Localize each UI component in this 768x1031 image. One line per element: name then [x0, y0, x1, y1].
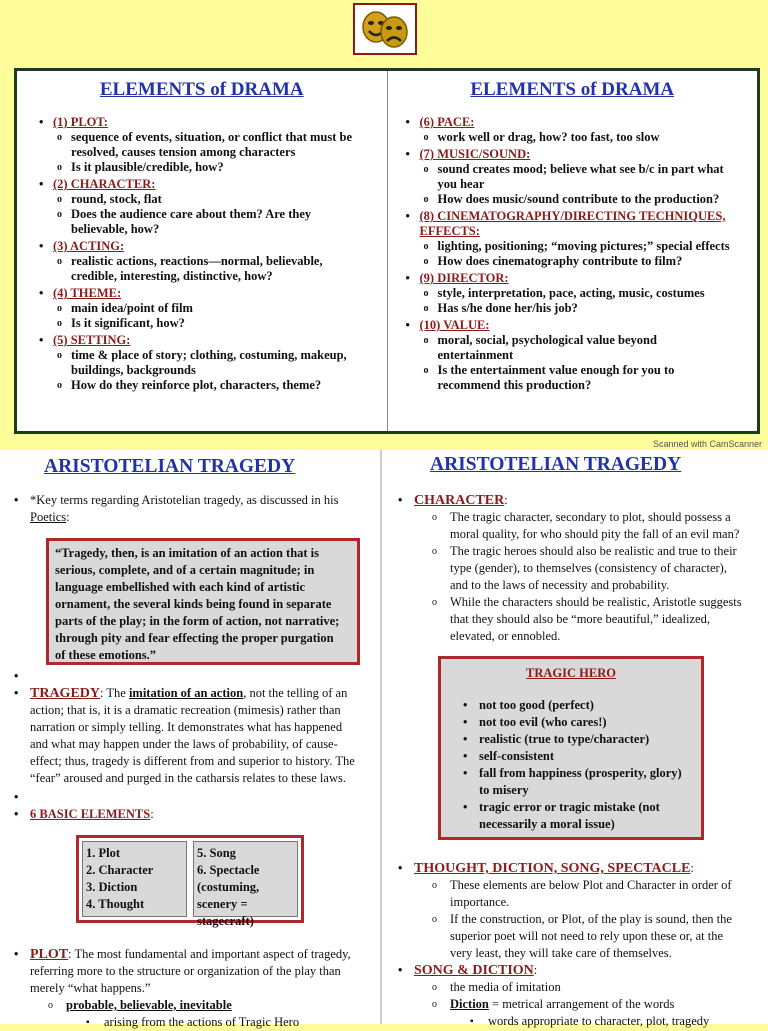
tragic-hero-box — [438, 656, 704, 840]
list-subitem-continued: entertainment — [437, 348, 514, 362]
character-section: • CHARACTER: o The tragic character, secondary to plot, should possess a moral quality, for who should pity the fall of an evil man? o The tragic heroes should also be realistic and true to their type (gender), to themselves (consistency of character), and to the laws of necessity and probability. o While the characters should be realistic, Aristotle suggests that they should also be “more beautiful,” idealized, elevated, or ennobled. — [398, 493, 742, 643]
list-subitem: o round, stock, flat — [39, 192, 379, 207]
bullet: • — [14, 947, 19, 961]
list-subitem: o lighting, positioning; “moving pictures;” special effects — [406, 239, 751, 254]
bullet: • — [14, 669, 19, 683]
six-elements-table — [76, 835, 304, 928]
list-subitem-continued: recommend this production? — [437, 378, 592, 392]
bullet: • — [14, 807, 19, 821]
list-item: • (9) DIRECTOR: — [406, 271, 751, 286]
right-bullet-list — [406, 115, 751, 393]
bullet: • — [398, 963, 403, 977]
sub-bullet: o — [432, 880, 437, 891]
sub-bullet: o — [432, 999, 437, 1010]
right-slide-title: ELEMENTS of DRAMA — [470, 79, 675, 100]
list-subitem: o How does music/sound contribute to the production? — [406, 192, 751, 207]
bullet: • — [14, 790, 19, 804]
right-section-title: ARISTOTELIAN TRAGEDY — [430, 454, 682, 475]
list-subitem: o Is the entertainment value enough for you to — [406, 363, 751, 378]
scanner-watermark: Scanned with CamScanner — [652, 439, 762, 449]
sub-sub-bullet: ▪ — [470, 1016, 474, 1027]
left-slide-title: ELEMENTS of DRAMA — [99, 79, 304, 100]
list-subitem: o moral, social, psychological value beyond — [406, 333, 751, 348]
intro-paragraph: • *Key terms regarding Aristotelian tragedy, as discussed in his Poetics: — [14, 493, 339, 524]
drama-masks-logo — [353, 3, 417, 55]
list-subitem: o Is it plausible/credible, how? — [39, 160, 379, 175]
list-subitem: o Does the audience care about them? Are they — [39, 207, 379, 222]
list-item: • (5) SETTING: — [39, 333, 379, 348]
list-subitem: o time & place of story; clothing, costuming, makeup, — [39, 348, 379, 363]
bullet: • — [398, 493, 403, 507]
tragic-hero-list: • not too good (perfect) • not too evil (who cares!) • realistic (true to type/character) • self-consistent • fall from happiness (prosperity, glory) to misery • tragic error or tragic mistake (not necessarily a moral issue) — [463, 698, 682, 831]
list-subitem: o work well or drag, how? too fast, too slow — [406, 130, 751, 145]
list-subitem-continued: buildings, backgrounds — [71, 363, 196, 377]
list-subitem: o sound creates mood; believe what see b/c in part what — [406, 162, 751, 177]
bullet: • — [14, 493, 19, 507]
list-subitem: o How does cinematography contribute to film? — [406, 254, 751, 269]
list-item: • (2) CHARACTER: — [39, 177, 379, 192]
column-divider — [380, 450, 382, 1024]
list-subitem: o Has s/he done her/his job? — [406, 301, 751, 316]
sub-bullet: o — [432, 546, 437, 557]
elements-column-left: 1. Plot 2. Character 3. Diction 4. Thought — [82, 841, 187, 917]
list-item: • (10) VALUE: — [406, 318, 751, 333]
thought-diction-section: • THOUGHT, DICTION, SONG, SPECTACLE: o These elements are below Plot and Character in order of importance. o If the construction, or Plot, of the play is sound, then the superior poet will not need to rely upon these or, at the very least, they will take care of themselves. • SONG & DICTION: o the media of imitation o Diction = metrical arrangement of the words ▪ words appropriate to character, plot, tragedy — [398, 861, 732, 1028]
elements-column-right: 5. Song 6. Spectacle (costuming, scenery = stagecraft) — [193, 841, 298, 917]
list-item: • (1) PLOT: — [39, 115, 379, 130]
drama-masks-icon — [357, 7, 413, 51]
bullet: • — [14, 686, 19, 700]
list-item: • (3) ACTING: — [39, 239, 379, 254]
list-item: • (6) PACE: — [406, 115, 751, 130]
list-item-label-continued: EFFECTS: — [419, 224, 480, 238]
tragedy-paragraph: • • TRAGEDY: The imitation of an action, not the telling of an action; that is, it is a dramatic recreation (mimesis) rather than narration or simply telling. It demonstrates what has happened and what may happen under the laws of probability, of cause- effect; thus, tragedy is different from and superior to history. The “fear” aroused and purged in the catharsis relates to these laws. • • 6 BASIC ELEMENTS: — [14, 669, 355, 821]
aristotelian-tragedy-page — [0, 450, 768, 1029]
list-subitem: o realistic actions, reactions—normal, believable, — [39, 254, 379, 269]
sub-bullet: o — [432, 982, 437, 993]
list-subitem-continued: believable, how? — [71, 222, 160, 236]
elements-of-drama-right-column — [388, 71, 758, 431]
list-subitem: o style, interpretation, pace, acting, music, costumes — [406, 286, 751, 301]
elements-of-drama-left-column — [17, 71, 388, 431]
list-item: • (8) CINEMATOGRAPHY/DIRECTING TECHNIQUES, — [406, 209, 751, 224]
tragic-hero-title: TRAGIC HERO — [526, 666, 616, 680]
list-subitem-continued: resolved, causes tension among characters — [71, 145, 296, 159]
plot-paragraph: • PLOT: The most fundamental and important aspect of tragedy, referring more to the structure or organization of the play than merely “what happens.” o probable, believable, inevitable ▪ arising from the actions of Tragic Hero — [14, 947, 351, 1029]
elements-of-drama-slide — [14, 68, 760, 434]
list-subitem-continued: credible, interesting, distinctive, how? — [71, 269, 273, 283]
bullet: • — [398, 861, 403, 875]
list-subitem: o Is it significant, how? — [39, 316, 379, 331]
left-section-title: ARISTOTELIAN TRAGEDY — [44, 456, 296, 477]
list-item: • (7) MUSIC/SOUND: — [406, 147, 751, 162]
list-subitem: o sequence of events, situation, or conflict that must be — [39, 130, 379, 145]
sub-bullet: o — [432, 914, 437, 925]
sub-bullet: o — [432, 597, 437, 608]
list-subitem: o How do they reinforce plot, characters, theme? — [39, 378, 379, 393]
list-item: • (4) THEME: — [39, 286, 379, 301]
tragedy-definition-quote: “Tragedy, then, is an imitation of an action that is serious, complete, and of a certain magnitude; in language embellished with each kind of artistic ornament, the several kinds being found in separate parts of the play; in the form of action, not narrative; through pity and fear effecting the proper purgation of these emotions.” — [46, 538, 360, 665]
sub-bullet: o — [432, 512, 437, 523]
list-subitem-continued: you hear — [437, 177, 485, 191]
sub-sub-bullet: ▪ — [86, 1017, 90, 1028]
left-bullet-list — [39, 115, 379, 393]
sub-bullet: o — [48, 1000, 53, 1011]
list-subitem: o main idea/point of film — [39, 301, 379, 316]
